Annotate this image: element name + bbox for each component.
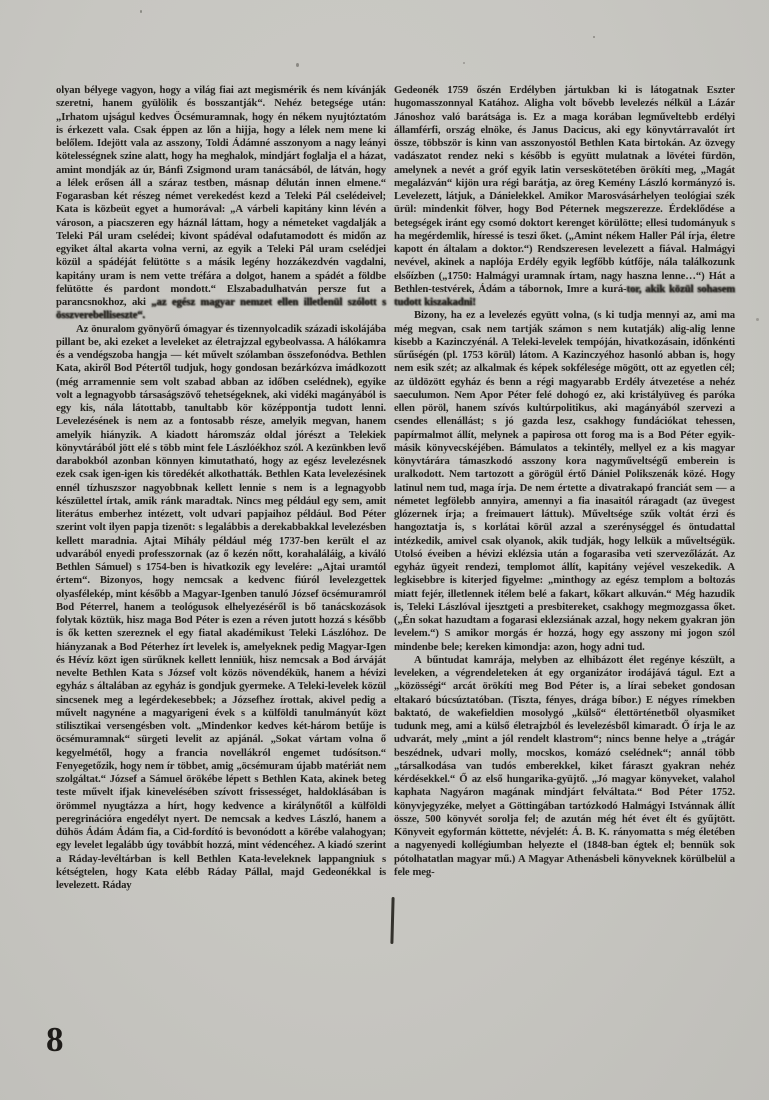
paper-speck	[463, 62, 465, 64]
paper-speck	[140, 10, 142, 13]
paragraph-text: A bűntudat kamrája, melyben az elhibázott élet regénye készült, a leveleken, a végrendeleteken át egy organizátor irodájává tágul. Ezt a „közösségi“ arcát örökíti meg Bod Péter is, a lírai sebeket gondosan eltakaró búcsúztatóban. (Tiszta, fényes, drága bíbor.) E négyes rímekben baktató, de wakefieldien mosolygó „külső“ élettörténetből olyasmiket tudunk meg, ami a külső életrajzból és levelezésből kimaradt. Ő írja le az udvarát, mely „mint a jól rendelt klastrom“; nincs benne helye a „trágár beszédnek, udvari molly, mocskos, komázó cselédnek“; annál több „társalkodása van tudós emberekkel, kiket fáraszt gyakran nehéz kérdésekkel.“ Ő az első hungarika-gyüjtő. „Jó magyar könyveket, valahol kaphata Nagyáron magának mindjárt felváltata.“ Bod Péter 1752. könyvjegyzéke, melyet a Göttingában tartózkodó Halmágyi Istvánnak állít össze, 500 könyvét sorolja fel; de azután még hét évet élt és gyűjtött. Könyveit egyformán köttette, névjelét: Á. B. K. rányomatta s még életében a nagyenyedi kollégiumban helyezte el (1848-ban égtek el; bennük sok pótolhatatlan magyar mű.) A Magyar Athenásbeli könyveknek körülbelül a fele meg-	[394, 653, 735, 878]
paragraph	[56, 84, 386, 323]
paper-speck	[756, 318, 759, 321]
margin-ink-mark	[390, 897, 394, 944]
paragraph	[394, 84, 735, 309]
page-number: 8	[46, 1020, 64, 1059]
smudged-text: „az egész magyar nemzet ellen illetlenül szólott s összverebelliseszte“.	[56, 296, 386, 322]
paragraph	[394, 309, 735, 654]
paragraph	[56, 323, 386, 893]
text-column-left	[56, 84, 386, 892]
paper-speck	[593, 36, 595, 38]
smudged-text: tor, akik közül sohasem tudott kiszakadni!	[394, 282, 735, 308]
paper-speck	[296, 63, 299, 67]
paragraph-text: Gedeonék 1759 őszén Erdélyben jártukban ki is látogatnak Eszter hugomasszonnyal Katához. Aligha volt bővebb levelezés nélkül a Lázár Jánoshoz való barátsága is. Ez a maga korában legműveltebb erdélyi államférfi, ország elnöke, és Janus Dacicus, aki egy könyvtárravalót írt össze, többször is kinn van asszonyostól Bethlen Kata birtokán. Az özvegy vadászatot rendez neki s később is együtt mulatnak a lövétei fürdön, amelynek a nevét a gróf egyik latin verseskötetében örökíti meg, „Magát megalázván“ kijön ura régi barátja, az öreg Kemény László kormányzó is. Levelezett, látjuk, a Dánielekkel. Amikor Marosvásárhelyen teológiai szék ürül: mindenkit fölver, hogy Bod Péternek megszerezze. Érdeklődése a betegségek iránt egy csomó doktort kerenget körülötte; ellesi tudományuk s ha megérdemlik, híressé is teszi őket. („Amint nékem Haller Pál írja, életre kapott én általam a doktor.“) Rendszeresen levelezett a fiával. Halmágyi nevével, akinek a naplója Erdély egyik legfőbb kútfője, nála találkozunk elsőízben („1750: Halmágyi uramnak írtam, nagy haszna lenne…“) Hát a Bethlen-testvérek, Ádám a tábornok, Imre a kurá-	[394, 84, 735, 295]
text-column-right	[394, 84, 735, 879]
paragraph-text: Bizony, ha ez a levelezés együtt volna, (s ki tudja mennyi az, ami ma még megvan, csak nem tartják számon s nem kutatják) alig-alig lenne kisebb a Kazinczyénál. A Teleki-levelek tempóján, hivatkozásain, időnkénti sűrűségén (pl. 1753 körül) látom. A Kazinczyéhoz hasonló abban is, hogy nem esik szét; az alkalmak és képek sokfélesége mögött, ott az egyetlen cél; az üldözött egyház és benn a régi magyarabb Erdély átvezetése a nehéz saeculumon. Nem Apor Péter felé dohogó ez, aki kristályüveg és paróka ellen pöröl, hanem szívós kultúrpolitikus, aki magányából szervezi a csendes ellenállást; s jó gazda lesz, csakhogy fundációkat tehessen, papírmalmot állít, melynek a papirosa ott forog ma is a Bod Péter egyik-másik könyvecskéjében. Bámulatos a tekintély, mellyel ez a kis magyar könyvtárára támaszkodó asszony kora nagyműveltségű emberein is uralkodott. Nem tartozott a görögül értő Dániel Polikszenák közé. Hogy latinul nem tud, maga írja. De nem értette a divatrakapó franciát sem — a németet legfölebb annyira, amennyi a fia inasaitól ráragadt (az üvegest glózernek írja; a freimauert láttuk). Műveltsége szűk voltát érzi és hangoztatja is, s korlátai körül azzal a szerénységgel és öntudattal intézkedik, amivel csak olyanok, akik tudják, hogy lelkük a műveltségük. Utolsó éveiben a hévizi eklézsia után a fogarasiba veti szervezőlázát. Az egyház ügyeit rendezi, templomot állít, kapitány vejével veszekedik. A legkisebbre is kiterjed figyelme: „minthogy az egész templom a boltozás miatt fejér, illetlennek itélem belé a fakart, kőkart alkuván.“ Még hazudik is, Teleki Lászlóval ijesztgeti a presbitereket, csakhogy megmozgassa őket. („Én sokat hazudtam a fogarasi eklezsiának azzal, hogy nekem gyakran jön levelem.“) S amikor morgás ér hozzá, hogy egy asszony mi jogon szól mindenbe bele; kereken kimondja: azon, hogy adni tud.	[394, 309, 735, 653]
paragraph	[394, 654, 735, 879]
paragraph-text: olyan bélyege vagyon, hogy a világ fiai azt megismérik és nem kívánják szeretni, hanem gyülölik és bosszantják“. Nehéz betegsége után: „Irhatom ujságul kedves Öcsémuramnak, hogy én nékem nyujtóztatóm is érkezett vala. Csak éppen az lőn a hijja, hogy a lélek nem mene ki belőlem. Idejött vala az asszony, Toldi Ádámné asszonyom a nagy leányi kötelességnek szine alatt, hogy ha meghalok, mindjárt foglalja el a házat, amint mondják az úr, Bánfi Zsigmond uram tanácsából, de látván, hogy a lélek erősen áll a száraz testben, másnap délután innen elmene.“ Fogarasban két részeg német verekedést kezd a Teleki Pál cselédeivel; Kata is közbeüt egyet a humorával: „A várbeli kapitány kinn lévén a városon, a piacszeren egy háznál láttam, hogy a németeket vagdalják a Teleki Pál uram cselédei; kivont spádéval odafutamodott és midőn az egyiket által akarta volna verni, az egyik a Teleki Pál uram cselédjei közül a spádéját felütötte s a másik legény hozzákezdvén vagdalni, kapitány uram is nem vette tréfára a dolgot, hanem a spádét a földbe felütötte és pardont mondott.“ Elszabadulhatván persze fut a parancsnokhoz, aki	[56, 84, 386, 308]
paragraph-text: Az önuralom gyönyörű ómagyar és tizennyolcadik századi iskolájába pillant be, aki ezeket a leveleket az életrajzzal egybeolvassa. A hálókamra és a vendégszoba hangja — két művelt szólamban összefonódva. Bethlen Kata, akiről Bod Pétertől tudjuk, hogy gondosan bezárkózva imádkozott (még arramennie sem volt szabad abban az időben cselédnek), egyike volt a legnagyobb társaságszövő tehetségeknek, aki vidéki magányából is egy kis, nála látottabb, tanultabb kör középpontja tudott lenni. Levelezésének is nem az a fontosabb része, amelyik megvan, hanem amelyik hiányzik. A kiadott háromszáz oldal jórészt a Telekiek könyvtárából jött elé s több mint fele Lászlóékhoz szól. A kezünkben levő darabokból azonban könnyen kimutatható, hogy az egész levelezésnek ezek csak igen-igen kis töredékét alkothatták. Bethlen Kata levelezésinek ennél tízhuszszor nagyobbnak kellett lennie s nem is a legnagyobb készülettel írtak, amik ránk maradtak. Nincs meg például egy sem, amit literátus emberhez intézett, volt udvari papjaihoz például. Bod Péter szerint volt ilyen papja tizenöt: s legalábbis a derekabbakkal levelezésben kellett maradnia. Ajtai Mihály például még 1737-ben került el az udvarából enyedi professzornak (az ő kezén nőtt, korahaláláig, a kiváló Bethlen Sámuel) s 1754-ben is hivatkozik egy levelére: „Ajtai uramtól értem“. Bizonyos, hogy nemcsak a kedvenc fiúról levelezgettek olyasfélekép, mint később a Magyar-Igenben tanuló József öcsémuramról Bod Péterrel, hanem a teológusok elhelyezéséről is bő tanácskozások folytak köztük, hisz maga Bod Péter is ezen a réven jutott hozzá s később is ők ketten szereznek el egy fiatal akadémikust Teleki Lászlóhoz. De hiányzanak a Bod Péterhez írt levelek is, amelyeknek pedig Magyar-Igen és Hévíz közt igen sürűknek kellett lenniük, hisz nemcsak a Bod árváját nevelte Bethlen Kata s József volt közös növendékük, hanem a hévizi egyház s általában az egyház is gondjuk gyermeke. A Teleki-levelek közül sincsenek meg a legérdekesebbek; a Józsefhez írottak, akivel pedig a művelt nagynéne a magyarigeni évek s a külföldi tanulmányút közt stilisztikai versengésben volt. „Mindenkor kedves két-három betűje is öcsémuramnak“ sürgeti levelit az apjánál. „Sokat vártam volna ő kegyelmétől, hogy a francia novellákról engemet tudósítson.“ Fenyegetőzik, hogy nem ír többet, amig „öcsémuram újabb matériát nem szolgáltat.“ József a Sámuel örökébe lépett s Bethlen Kata, akinek beteg teste művelt ifjak kinevelésében szívott frissességet, haldoklásában is örömmel nyugtázza a hírt, hogy kedvence a királynőtől a külföldi peregrinációra engedélyt nyert. De nemcsak a kedves László, hanem a dühös Ádám Ádám fia, a Cid-fordító is bevonódott a körébe valahogyan; egy levelet legalább úgy továbbít hozzá, mint védencéhez. A kiadó szerint a Ráday-levéltárban is kell Bethlen Kata-leveleknek lappangniuk s kétségtelen, hogy Kata elébb Ráday Pállal, majd Gedeonékkal is levelezett. Ráday	[56, 322, 386, 891]
